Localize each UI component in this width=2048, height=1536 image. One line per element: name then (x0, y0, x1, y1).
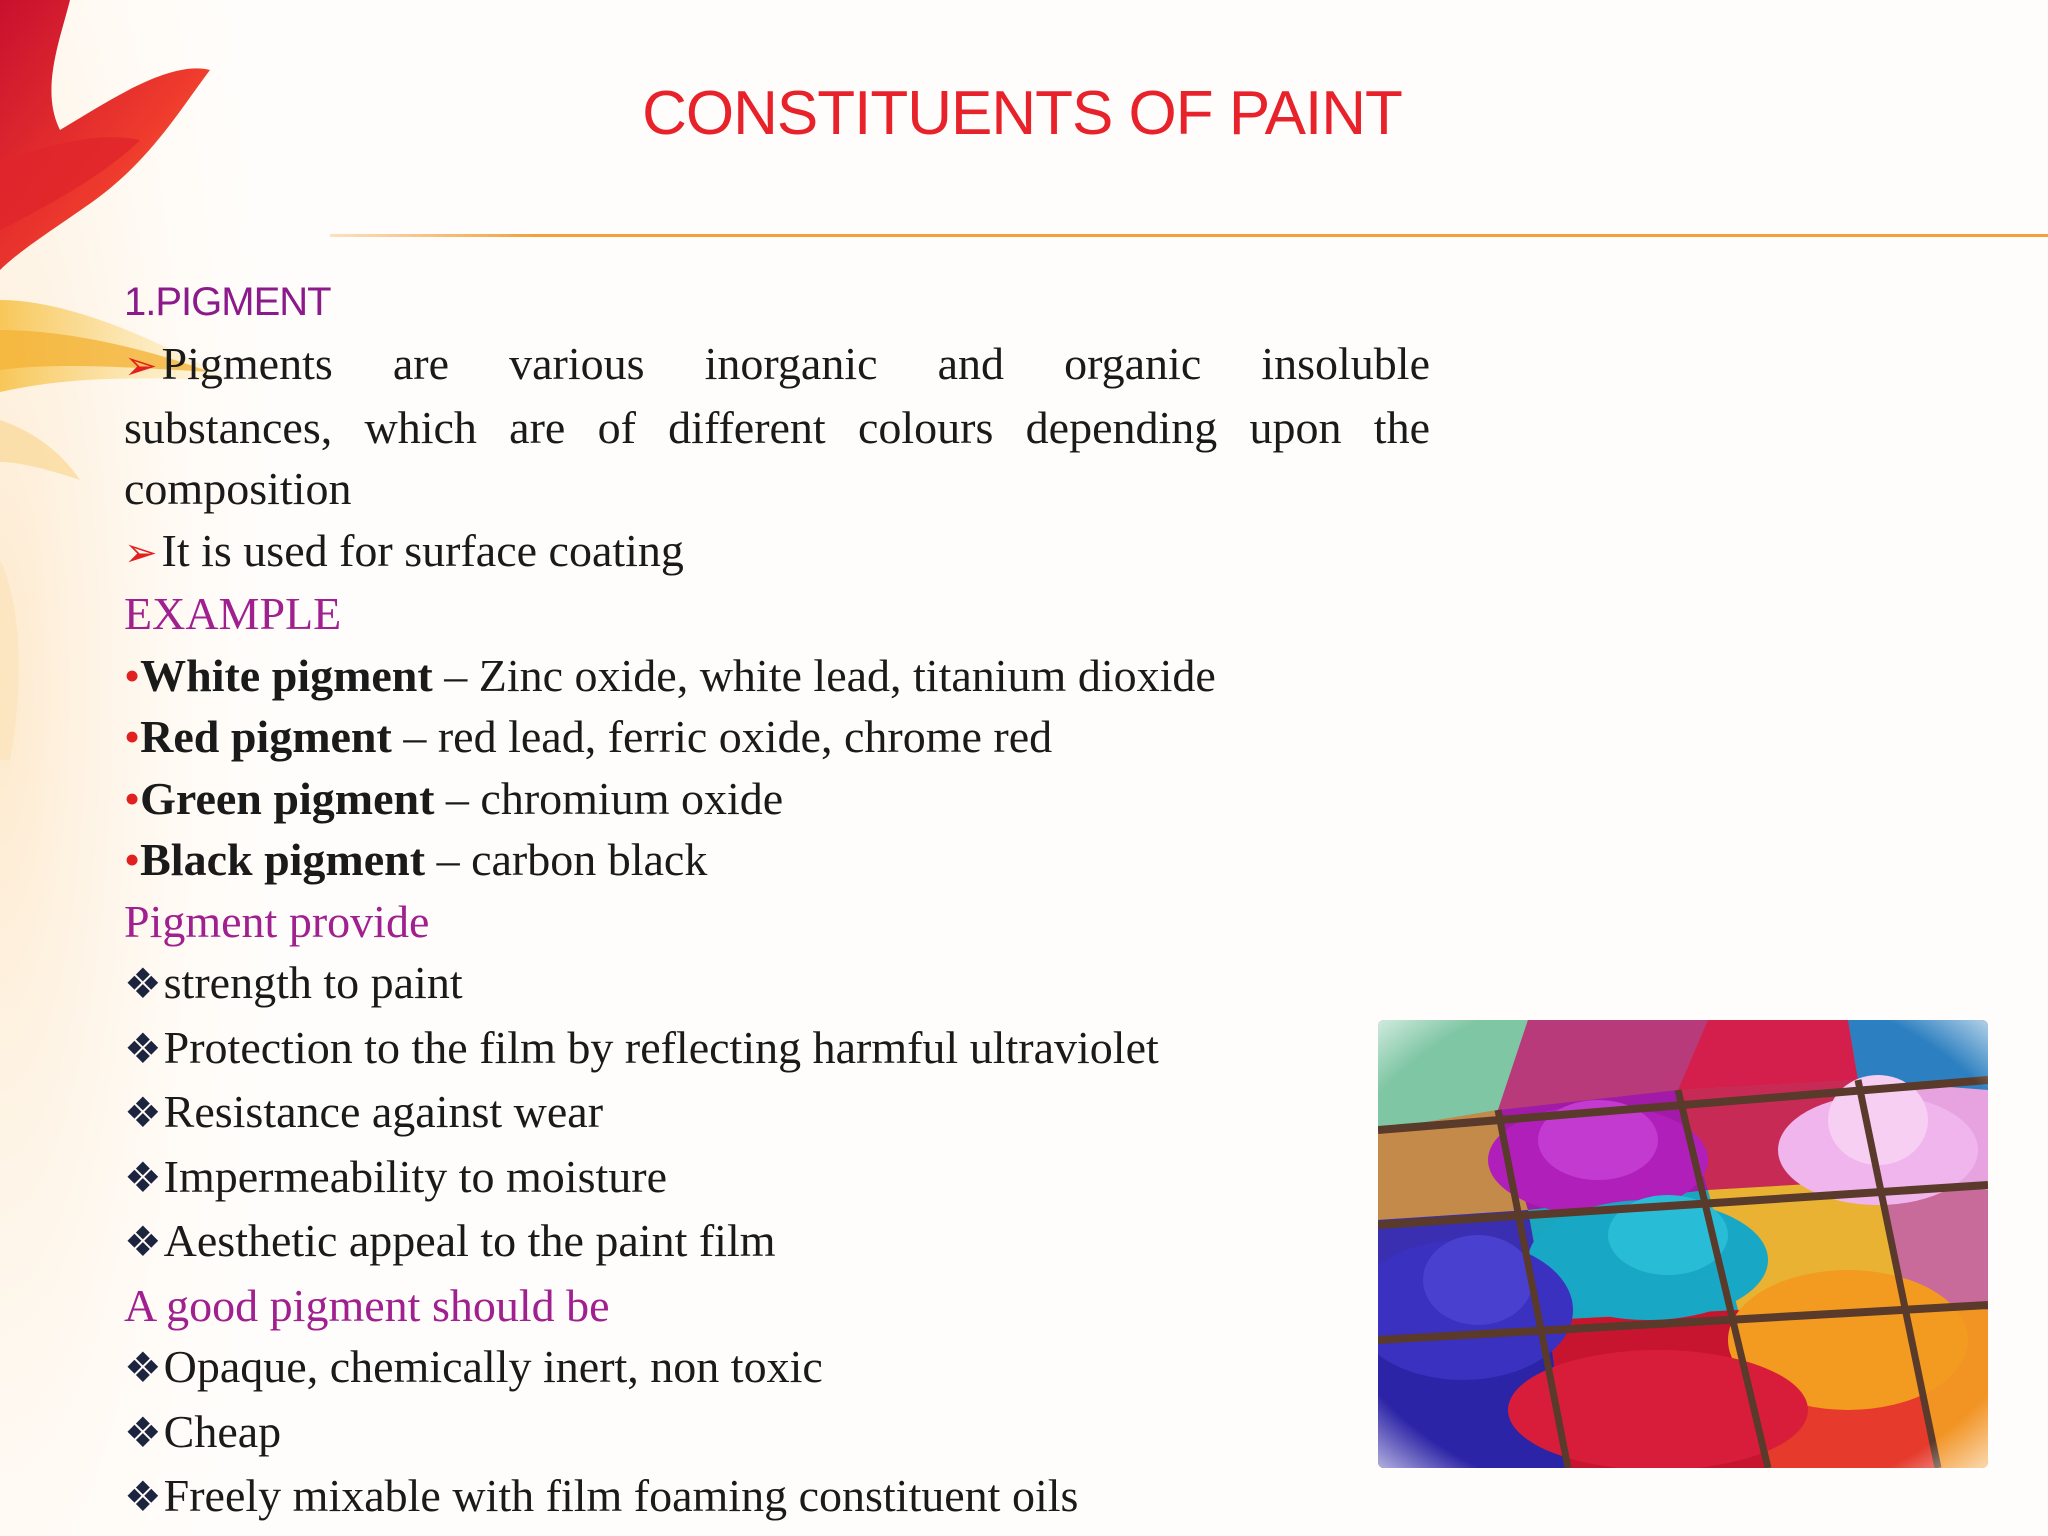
title-divider (330, 234, 2048, 237)
dot-bullet-icon: • (124, 711, 141, 762)
diamond-bullet-icon: ❖ (124, 1346, 162, 1392)
quality-item: ❖Opaque, chemically inert, non toxic (124, 1341, 823, 1392)
pigment-powder-photo (1378, 1020, 1988, 1468)
arrow-bullet-icon: ➢ (124, 529, 158, 575)
example-heading: EXAMPLE (124, 588, 342, 639)
slide-title: CONSTITUENTS OF PAINT (642, 79, 1402, 148)
diamond-bullet-icon: ❖ (124, 962, 162, 1008)
quality-item: ❖Cheap (124, 1405, 282, 1457)
example-item: •Red pigment – red lead, ferric oxide, chrome red (124, 711, 1053, 762)
dot-bullet-icon: • (124, 649, 141, 701)
diamond-bullet-icon: ❖ (124, 1026, 162, 1073)
bullet-line: ➢It is used for surface coating (124, 524, 684, 576)
pigment-photo-illustration (1378, 1020, 1988, 1468)
provide-item: ❖Protection to the film by reflecting harmful ultraviolet (124, 1021, 1159, 1073)
provide-item: ❖Aesthetic appeal to the paint film (124, 1215, 776, 1266)
arrow-bullet-icon: ➢ (124, 343, 158, 388)
slide-body (124, 272, 1430, 1530)
provide-item: ❖Resistance against wear (124, 1086, 604, 1137)
example-item: •Black pigment – carbon black (124, 834, 708, 885)
provide-heading: Pigment provide (124, 895, 430, 947)
section-heading: 1.PIGMENT (124, 280, 331, 324)
provide-item: ❖Impermeability to moisture (124, 1150, 667, 1202)
example-item: •White pigment – Zinc oxide, white lead, titanium dioxide (124, 649, 1216, 701)
bullet-line-continuation: substances, which are of different colours depending upon the composition (124, 401, 1430, 514)
diamond-bullet-icon: ❖ (124, 1475, 162, 1521)
diamond-bullet-icon: ❖ (124, 1091, 162, 1137)
bullet-line-first: ➢Pigments are various inorganic and organic insoluble (124, 338, 1430, 389)
provide-item: ❖strength to paint (124, 957, 463, 1008)
quality-item: ❖Freely mixable with film foaming constituent oils (124, 1470, 1079, 1521)
diamond-bullet-icon: ❖ (124, 1220, 162, 1266)
diamond-bullet-icon: ❖ (124, 1410, 162, 1457)
diamond-bullet-icon: ❖ (124, 1155, 162, 1202)
dot-bullet-icon: • (124, 772, 141, 824)
dot-bullet-icon: • (124, 834, 141, 885)
good-pigment-heading: A good pigment should be (124, 1279, 610, 1331)
example-item: •Green pigment – chromium oxide (124, 772, 784, 824)
